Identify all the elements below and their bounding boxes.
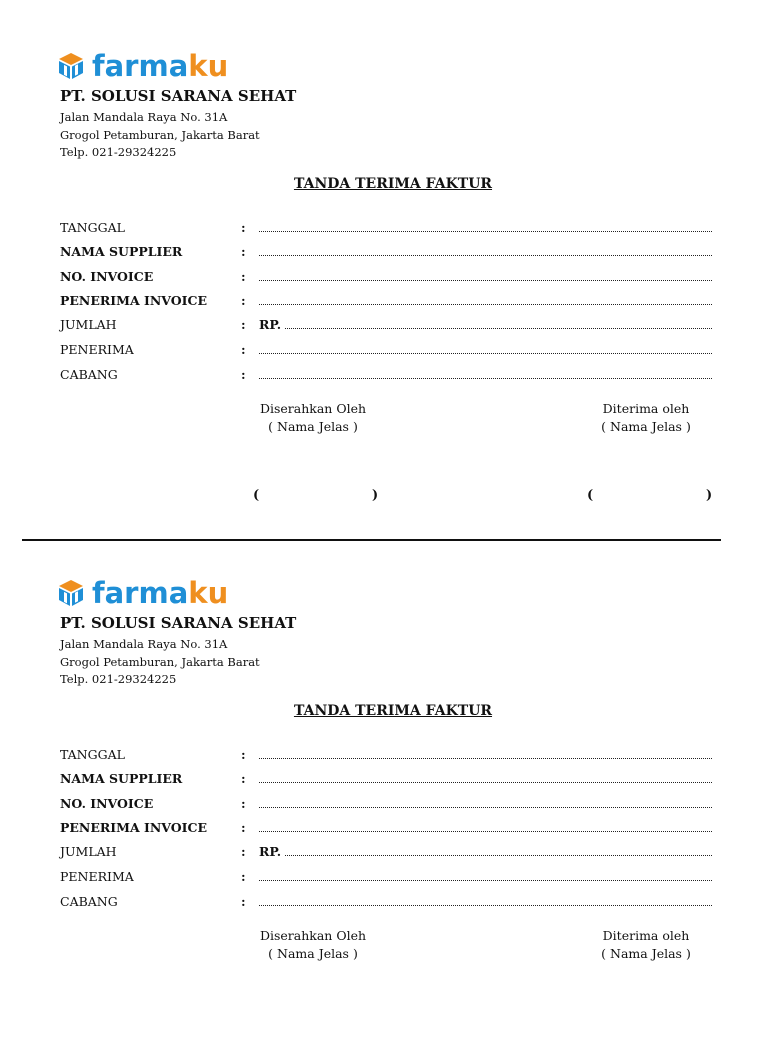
field-row-cabang — [60, 894, 712, 914]
box-logo-icon — [56, 578, 86, 608]
company-address-line1: Jalan Mandala Raya No. 31A — [60, 637, 228, 651]
company-phone: Telp. 021-29324225 — [60, 145, 177, 159]
field-colon: : — [241, 771, 246, 786]
field-row-nama-supplier — [60, 771, 712, 791]
signature-giver-title: Diserahkan Oleh — [259, 928, 367, 943]
form-title: TANDA TERIMA FAKTUR — [293, 703, 493, 719]
field-label: JUMLAH — [60, 317, 117, 332]
field-label: NAMA SUPPLIER — [60, 771, 183, 786]
signature-giver-close-paren: ) — [372, 488, 379, 503]
field-row-no-invoice — [60, 269, 712, 289]
field-colon: : — [241, 342, 246, 357]
field-label: NO. INVOICE — [60, 796, 154, 811]
field-colon: : — [241, 820, 246, 835]
company-address-line2: Grogol Petamburan, Jakarta Barat — [60, 128, 260, 142]
field-label: CABANG — [60, 894, 118, 909]
field-label: TANGGAL — [60, 220, 125, 235]
signature-giver — [255, 401, 371, 441]
fill-line-nama-supplier[interactable] — [259, 255, 712, 256]
field-label: NAMA SUPPLIER — [60, 244, 183, 259]
signature-receiver-sub: ( Nama Jelas ) — [601, 946, 691, 961]
fill-line-jumlah[interactable] — [259, 855, 712, 856]
currency-prefix: RP. — [259, 317, 284, 332]
receipt-form-copy-1 — [0, 0, 768, 520]
field-row-penerima-invoice — [60, 293, 712, 313]
fill-line-penerima[interactable] — [259, 353, 712, 354]
field-label: PENERIMA — [60, 869, 134, 884]
field-row-penerima — [60, 869, 712, 889]
field-colon: : — [241, 894, 246, 909]
field-label: PENERIMA INVOICE — [60, 820, 207, 835]
company-address-line2: Grogol Petamburan, Jakarta Barat — [60, 655, 260, 669]
signature-giver-open-paren: ( — [253, 488, 260, 503]
company-name: PT. SOLUSI SARANA SEHAT — [60, 614, 297, 632]
signature-receiver-open-paren: ( — [587, 488, 594, 503]
receipt-form-copy-2 — [0, 527, 768, 1047]
signature-giver — [255, 928, 371, 968]
field-label: CABANG — [60, 367, 118, 382]
currency-prefix: RP. — [259, 844, 284, 859]
fill-line-penerima-invoice[interactable] — [259, 304, 712, 305]
signature-giver-sub: ( Nama Jelas ) — [268, 419, 358, 434]
signature-receiver-close-paren: ) — [706, 488, 713, 503]
box-logo-icon — [56, 51, 86, 81]
company-address-line1: Jalan Mandala Raya No. 31A — [60, 110, 228, 124]
field-row-penerima-invoice — [60, 820, 712, 840]
field-colon: : — [241, 269, 246, 284]
farmaku-logo — [56, 577, 228, 609]
field-label: PENERIMA INVOICE — [60, 293, 207, 308]
field-row-no-invoice — [60, 796, 712, 816]
signature-receiver-title: Diterima oleh — [602, 401, 690, 416]
fill-line-tanggal[interactable] — [259, 758, 712, 759]
form-title: TANDA TERIMA FAKTUR — [293, 176, 493, 192]
logo-wordmark: farmaku — [92, 576, 229, 610]
fill-line-no-invoice[interactable] — [259, 807, 712, 808]
field-colon: : — [241, 796, 246, 811]
field-colon: : — [241, 367, 246, 382]
field-colon: : — [241, 844, 246, 859]
field-colon: : — [241, 220, 246, 235]
company-name: PT. SOLUSI SARANA SEHAT — [60, 87, 297, 105]
fill-line-penerima-invoice[interactable] — [259, 831, 712, 832]
fill-line-cabang[interactable] — [259, 905, 712, 906]
fill-line-no-invoice[interactable] — [259, 280, 712, 281]
fill-line-cabang[interactable] — [259, 378, 712, 379]
signature-receiver — [590, 928, 702, 968]
field-colon: : — [241, 244, 246, 259]
field-label: PENERIMA — [60, 342, 134, 357]
field-row-nama-supplier — [60, 244, 712, 264]
field-colon: : — [241, 317, 246, 332]
field-row-penerima — [60, 342, 712, 362]
signature-giver-sub: ( Nama Jelas ) — [268, 946, 358, 961]
signature-receiver-sub: ( Nama Jelas ) — [601, 419, 691, 434]
field-row-cabang — [60, 367, 712, 387]
signature-receiver — [590, 401, 702, 441]
field-colon: : — [241, 747, 246, 762]
farmaku-logo — [56, 50, 228, 82]
field-row-jumlah — [60, 844, 712, 864]
fill-line-jumlah[interactable] — [259, 328, 712, 329]
field-colon: : — [241, 293, 246, 308]
field-label: TANGGAL — [60, 747, 125, 762]
field-row-tanggal — [60, 220, 712, 240]
field-label: JUMLAH — [60, 844, 117, 859]
signature-receiver-title: Diterima oleh — [602, 928, 690, 943]
logo-wordmark: farmaku — [92, 49, 229, 83]
field-colon: : — [241, 869, 246, 884]
signature-giver-title: Diserahkan Oleh — [259, 401, 367, 416]
field-row-jumlah — [60, 317, 712, 337]
field-row-tanggal — [60, 747, 712, 767]
field-label: NO. INVOICE — [60, 269, 154, 284]
fill-line-penerima[interactable] — [259, 880, 712, 881]
company-phone: Telp. 021-29324225 — [60, 672, 177, 686]
fill-line-nama-supplier[interactable] — [259, 782, 712, 783]
fill-line-tanggal[interactable] — [259, 231, 712, 232]
